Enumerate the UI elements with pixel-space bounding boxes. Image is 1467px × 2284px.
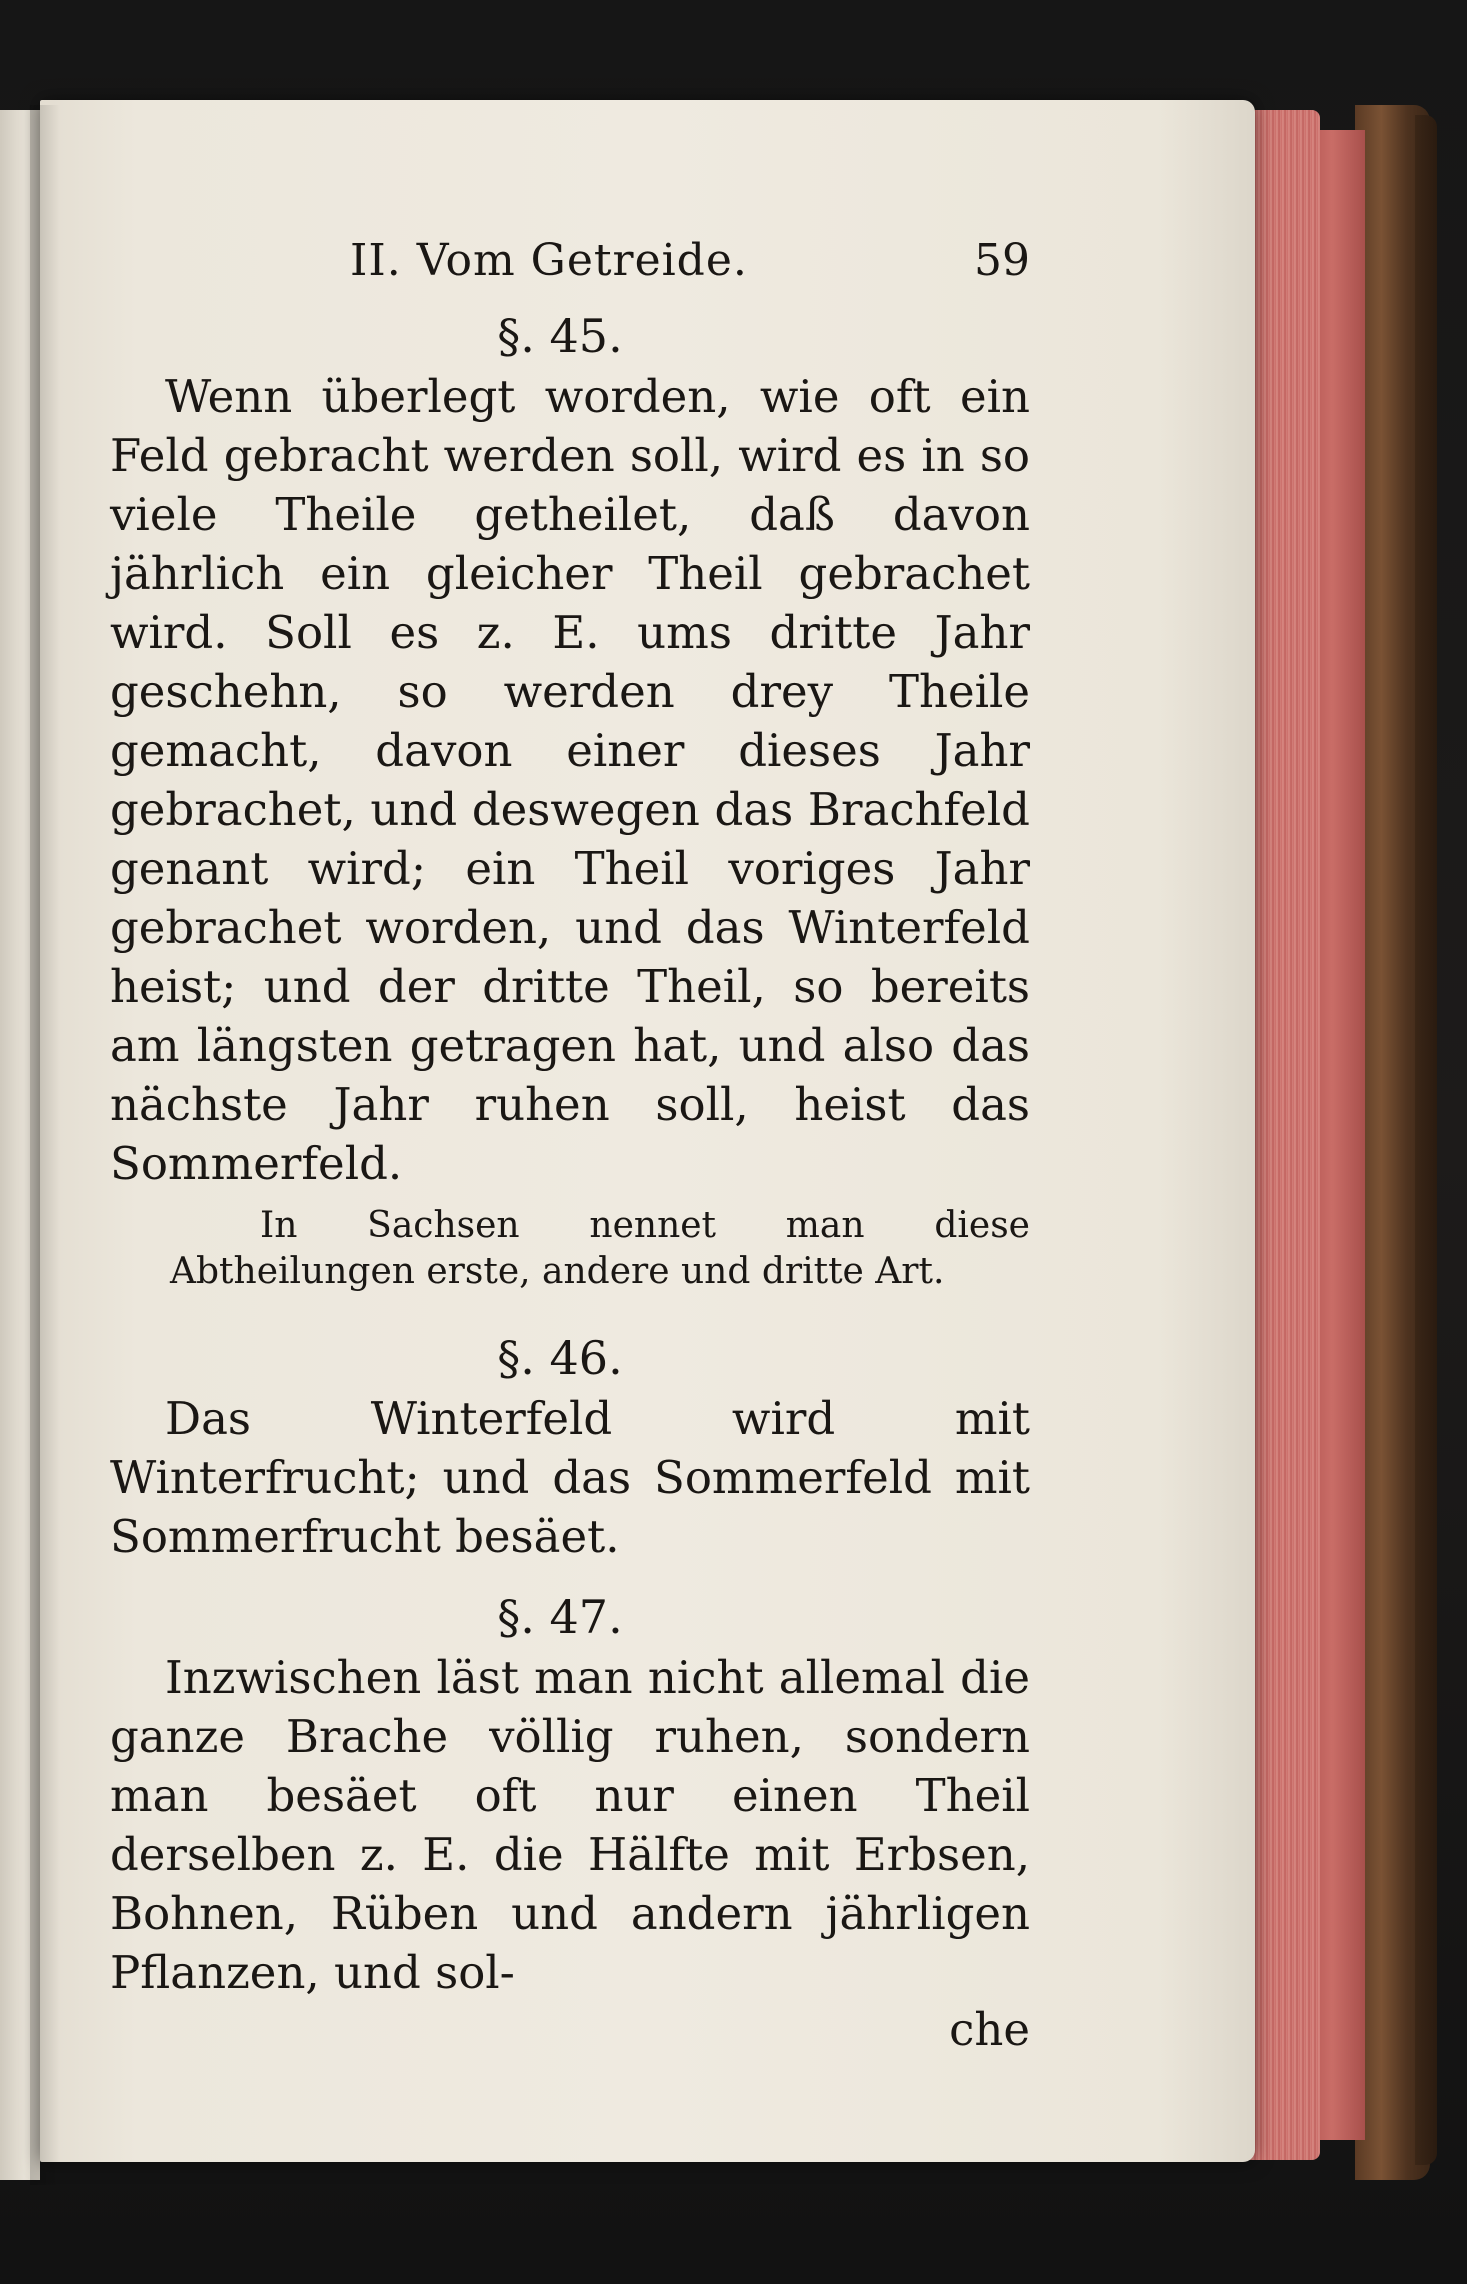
- spine-shadow: [30, 105, 60, 2185]
- page-text: [110, 235, 1030, 2058]
- paragraph-47: Inzwischen läst man nicht allemal die ganze Brache völlig ruhen, sondern man besäet oft nur einen Theil derselben z. E. die Hälfte mit Erbsen, Bohnen, Rüben und andern jährligen Pflanzen, und sol-: [110, 1651, 1030, 1999]
- catchword: che: [949, 2003, 1030, 2056]
- note-45: In Sachsen nennet man diese Abtheilungen erste, andere und dritte Art.: [170, 1205, 1030, 1292]
- page-number: 59: [974, 235, 1030, 286]
- section-mark-45: §. 45.: [497, 309, 623, 363]
- section-mark-47: §. 47.: [497, 1590, 623, 1644]
- paragraph-46: Das Winterfeld wird mit Winterfrucht; und das Sommerfeld mit Sommerfrucht besäet.: [110, 1392, 1030, 1563]
- running-head: [110, 235, 1030, 305]
- running-title: II. Vom Getreide.: [350, 235, 748, 286]
- paragraph-45: Wenn überlegt worden, wie oft ein Feld gebracht werden soll, wird es in so viele Theile getheilet, daß davon jährlich ein gleicher Theil gebrachet wird. Soll es z. E. ums dritte Jahr geschehn, so werden drey Theile gemacht, davon einer dieses Jahr gebrachet, und deswegen das Brachfeld genant wird; ein Theil voriges Jahr gebrachet worden, und das Winterfeld heist; und der dritte Theil, so bereits am längsten getragen hat, und also das nächste Jahr ruhen soll, heist das Sommerfeld.: [110, 370, 1030, 1190]
- red-page-edges: [1245, 110, 1320, 2160]
- section-mark-46: §. 46.: [497, 1331, 623, 1385]
- cover-edge: [1415, 115, 1437, 2165]
